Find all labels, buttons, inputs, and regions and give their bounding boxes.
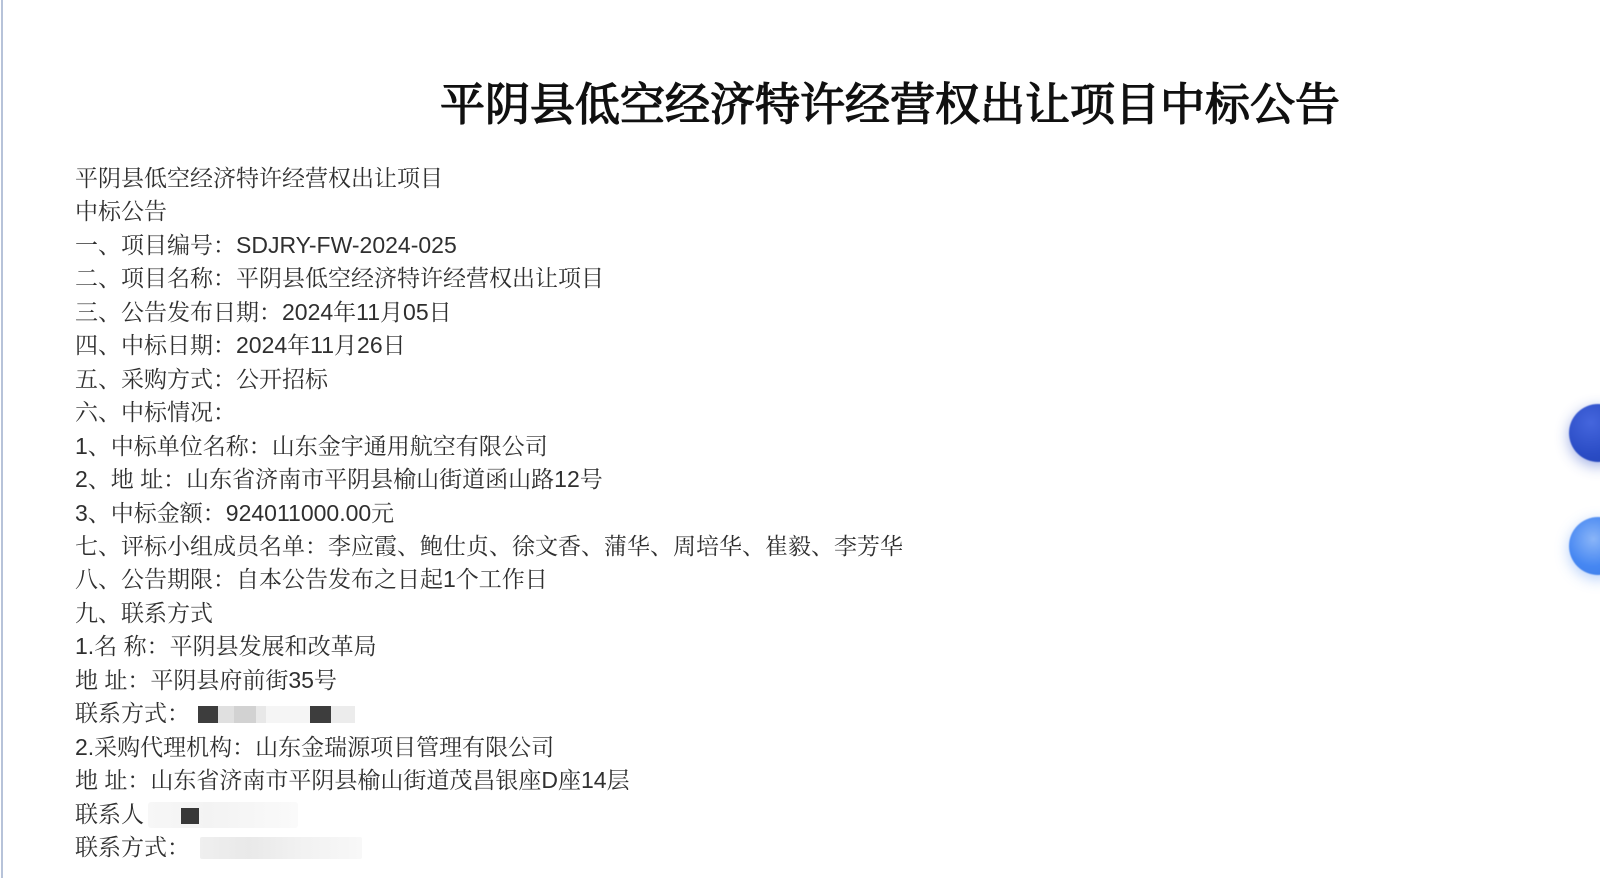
doc-line — [75, 329, 1575, 362]
doc-line — [75, 463, 1575, 496]
doc-line-text: 一、项目编号：SDJRY-FW-2024-025 — [75, 231, 457, 258]
doc-line — [75, 262, 1575, 295]
redacted-phone-block — [198, 706, 218, 723]
doc-line-text: 地 址：平阴县府前街35号 — [75, 666, 337, 693]
doc-line-text: 三、公告发布日期：2024年11月05日 — [75, 298, 452, 325]
doc-line — [75, 764, 1575, 797]
doc-line — [75, 530, 1575, 563]
doc-line-text: 联系方式： — [75, 700, 190, 727]
redacted-phone-block — [266, 706, 310, 723]
redacted-phone-block — [234, 706, 256, 723]
doc-line-text: 2、地 址：山东省济南市平阴县榆山街道函山路12号 — [75, 466, 603, 493]
doc-line-text: 2.采购代理机构：山东金瑞源项目管理有限公司 — [75, 733, 555, 760]
redacted-name-block — [181, 808, 199, 824]
doc-line — [75, 497, 1575, 530]
doc-line — [75, 430, 1575, 463]
doc-line — [75, 195, 1575, 228]
doc-line — [75, 162, 1575, 195]
doc-line — [75, 798, 1575, 831]
doc-line — [75, 697, 1575, 730]
doc-line — [75, 731, 1575, 764]
doc-line — [75, 396, 1575, 429]
doc-line-text: 四、中标日期：2024年11月26日 — [75, 332, 406, 359]
doc-line-text: 八、公告期限：自本公告发布之日起1个工作日 — [75, 566, 548, 593]
doc-line-text: 中标公告 — [75, 198, 167, 225]
doc-line — [75, 296, 1575, 329]
document-body — [75, 162, 1575, 865]
doc-line — [75, 363, 1575, 396]
doc-line — [75, 831, 1575, 864]
doc-line-text: 联系方式： — [75, 834, 190, 861]
doc-line-text: 七、评标小组成员名单：李应霞、鲍仕贞、徐文香、蒲华、周培华、崔毅、李芳华 — [75, 532, 903, 559]
doc-line — [75, 563, 1575, 596]
doc-line-text: 九、联系方式 — [75, 599, 213, 626]
doc-line-text: 1、中标单位名称：山东金宇通用航空有限公司 — [75, 432, 548, 459]
doc-line-text: 地 址：山东省济南市平阴县榆山街道茂昌银座D座14层 — [75, 767, 630, 794]
doc-line — [75, 664, 1575, 697]
doc-line-text: 平阴县低空经济特许经营权出让项目 — [75, 165, 443, 191]
doc-line-text: 六、中标情况： — [75, 399, 236, 426]
doc-line-text: 3、中标金额：924011000.00元 — [75, 499, 395, 526]
doc-line — [75, 229, 1575, 262]
page-title: 平阴县低空经济特许经营权出让项目中标公告 — [439, 79, 1340, 130]
doc-line-text: 联系人 — [75, 800, 144, 827]
redacted-phone-block — [256, 706, 266, 723]
left-edge-border — [1, 0, 3, 878]
doc-line — [75, 597, 1575, 630]
doc-line — [75, 630, 1575, 663]
redacted-phone-block — [310, 706, 331, 723]
doc-line-text: 五、采购方式：公开招标 — [75, 365, 328, 392]
doc-line-text: 二、项目名称：平阴县低空经济特许经营权出让项目 — [75, 265, 604, 292]
redacted-phone-block — [331, 706, 355, 723]
redacted-phone-block — [218, 706, 234, 723]
redacted-contact-name — [148, 802, 298, 828]
redacted-contact-phone — [200, 837, 362, 859]
doc-line-text: 1.名 称：平阴县发展和改革局 — [75, 633, 377, 660]
